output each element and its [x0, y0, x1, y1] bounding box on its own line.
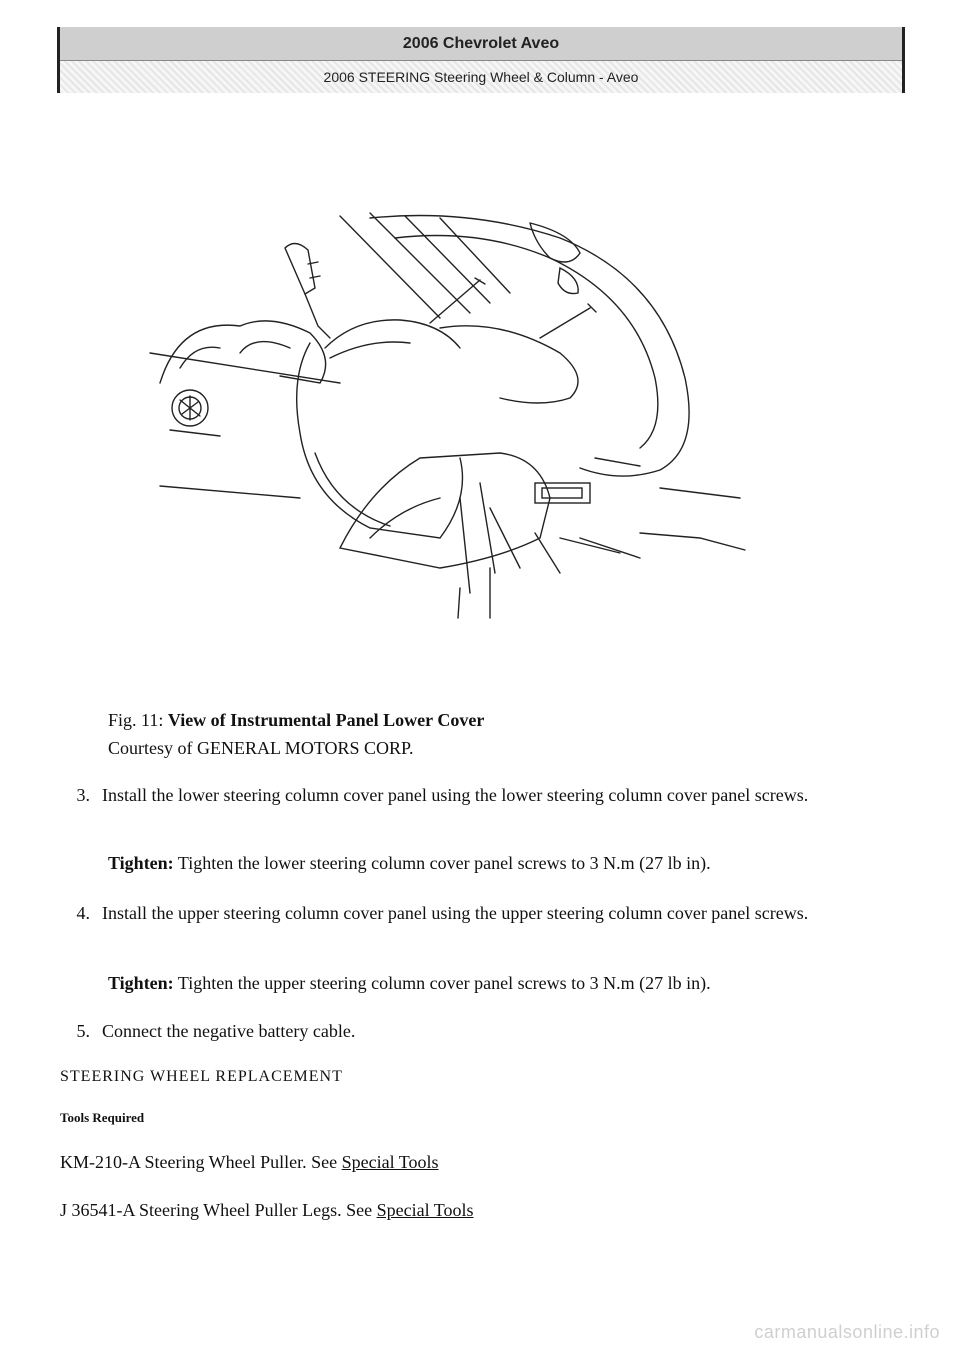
site-watermark: carmanualsonline.info [754, 1322, 940, 1342]
tighten-label: Tighten: [108, 853, 174, 873]
figure-caption [108, 706, 484, 762]
section-subtitle: 2006 STEERING Steering Wheel & Column - Aveo [60, 61, 902, 93]
tighten-note [108, 850, 868, 877]
page-header [57, 27, 905, 93]
tighten-text: Tighten the lower steering column cover panel screws to 3 N.m (27 lb in). [173, 853, 711, 873]
tool-name: J 36541-A Steering Wheel Puller Legs. See [60, 1200, 377, 1220]
tool-item [60, 1152, 439, 1173]
figure-title: View of Instrumental Panel Lower Cover [167, 710, 485, 730]
tool-name: KM-210-A Steering Wheel Puller. See [60, 1152, 342, 1172]
figure-number: Fig. 11: [108, 710, 168, 730]
tighten-label: Tighten: [108, 973, 174, 993]
step-number: 3. [76, 785, 90, 805]
tighten-text: Tighten the upper steering column cover panel screws to 3 N.m (27 lb in). [173, 973, 711, 993]
special-tools-link[interactable]: Special Tools [376, 1200, 474, 1220]
step-text: Install the upper steering column cover panel using the upper steering column cover panel screws. [102, 903, 809, 923]
instrument-panel-diagram [140, 208, 760, 628]
step-text: Connect the negative battery cable. [102, 1021, 356, 1041]
instrument-panel-figure [140, 208, 760, 628]
figure-caption-line [108, 706, 484, 734]
special-tools-link[interactable]: Special Tools [341, 1152, 439, 1172]
tools-required-heading: Tools Required [60, 1110, 145, 1125]
tighten-note [108, 970, 868, 997]
step-number: 4. [76, 903, 90, 923]
step-number: 5. [76, 1021, 90, 1041]
vehicle-title: 2006 Chevrolet Aveo [60, 27, 902, 61]
section-heading: STEERING WHEEL REPLACEMENT [60, 1068, 343, 1085]
step-text: Install the lower steering column cover panel using the lower steering column cover panel screws. [102, 785, 809, 805]
tool-item [60, 1200, 474, 1221]
figure-courtesy: Courtesy of GENERAL MOTORS CORP. [108, 738, 414, 758]
